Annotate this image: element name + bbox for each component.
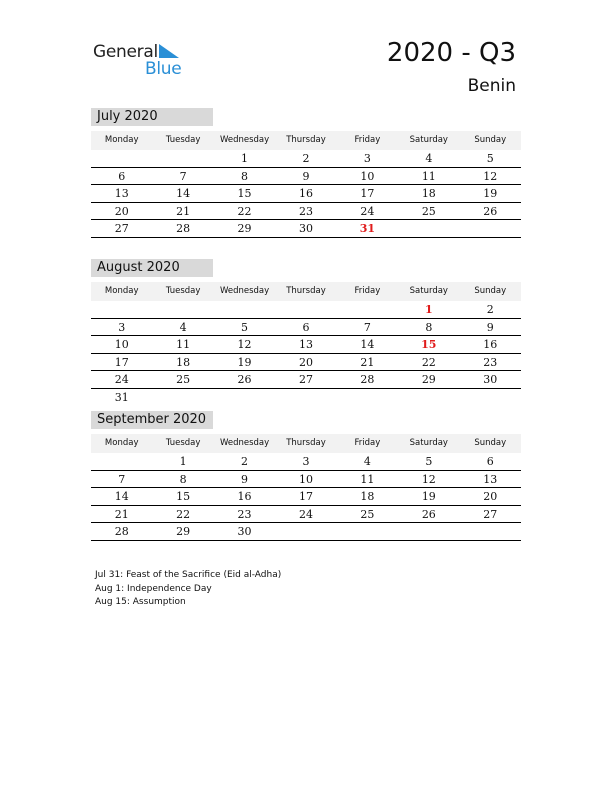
day-cell: 25	[421, 204, 436, 218]
empty-day-cell	[91, 301, 152, 318]
day-cell: 1	[179, 455, 187, 468]
day-cell: 21	[176, 204, 191, 218]
day-cell: 28	[114, 525, 129, 538]
day-cell: 11	[360, 472, 375, 486]
week-row	[91, 301, 521, 319]
weekday-header: Tuesday	[165, 135, 201, 145]
day-cell: 13	[483, 472, 498, 486]
holiday-note: Aug 15: Assumption	[95, 597, 186, 607]
week-row	[91, 168, 521, 186]
empty-day-cell	[337, 301, 398, 318]
day-cell: 29	[237, 222, 252, 235]
holiday-note: Aug 1: Independence Day	[95, 583, 212, 594]
empty-day-cell	[275, 389, 336, 406]
day-cell: 15	[421, 338, 437, 351]
day-cell: 30	[298, 222, 313, 235]
holiday-note: Jul 31: Feast of the Sacrifice (Eid al-Adha)	[95, 570, 282, 580]
week-row	[91, 371, 521, 389]
weekday-header: Monday	[104, 135, 139, 145]
day-cell: 25	[176, 373, 191, 386]
empty-day-cell	[214, 389, 275, 406]
weekday-header: Friday	[354, 438, 381, 448]
day-cell: 6	[118, 169, 126, 183]
day-cell: 23	[483, 355, 498, 369]
day-cell: 20	[298, 355, 313, 369]
weekday-header: Saturday	[409, 135, 448, 145]
day-cell: 9	[486, 320, 494, 334]
month-block-july	[91, 108, 521, 238]
day-cell: 4	[179, 320, 187, 334]
empty-day-cell	[275, 523, 336, 540]
day-cell: 10	[298, 472, 313, 486]
empty-day-cell	[152, 301, 213, 318]
weekday-header: Tuesday	[165, 286, 201, 296]
holiday-notes	[95, 569, 281, 610]
day-cell: 28	[176, 222, 191, 235]
day-cell: 19	[237, 355, 252, 369]
week-row	[91, 523, 521, 541]
week-row	[91, 203, 521, 221]
weekday-header: Wednesday	[219, 135, 270, 145]
weekday-header: Sunday	[474, 286, 507, 296]
day-cell: 7	[179, 169, 187, 183]
day-cell: 31	[359, 222, 376, 235]
day-cell: 6	[486, 455, 494, 468]
logo-blue-text: Blue	[145, 59, 182, 79]
day-cell: 16	[483, 338, 498, 351]
empty-day-cell	[460, 523, 521, 540]
day-cell: 17	[298, 490, 313, 503]
day-cell: 14	[360, 338, 375, 351]
day-cell: 31	[114, 390, 129, 404]
week-row	[91, 354, 521, 372]
weekday-header: Friday	[354, 135, 381, 145]
day-cell: 27	[114, 222, 129, 235]
day-cell: 25	[360, 507, 375, 521]
month-label: July 2020	[91, 108, 213, 126]
day-cell: 14	[114, 490, 129, 503]
day-cell: 19	[421, 490, 436, 503]
day-cell: 3	[302, 455, 310, 468]
weekday-header: Wednesday	[219, 438, 270, 448]
weekday-header: Thursday	[286, 135, 326, 145]
day-cell: 1	[241, 152, 249, 165]
day-cell: 18	[421, 187, 436, 200]
day-cell: 28	[360, 373, 375, 386]
day-cell: 14	[176, 187, 191, 200]
day-cell: 26	[483, 204, 498, 218]
day-cell: 8	[425, 320, 433, 334]
day-cell: 5	[486, 152, 494, 165]
week-row	[91, 453, 521, 471]
month-block-september	[91, 411, 521, 541]
day-cell: 24	[114, 373, 129, 386]
day-cell: 7	[118, 472, 126, 486]
day-cell: 5	[241, 320, 249, 334]
day-cell: 2	[302, 152, 310, 165]
day-cell: 26	[421, 507, 436, 521]
day-cell: 21	[114, 507, 129, 521]
logo-triangle-icon	[159, 44, 179, 58]
day-cell: 22	[237, 204, 252, 218]
week-row	[91, 488, 521, 506]
empty-day-cell	[152, 389, 213, 406]
empty-day-cell	[398, 220, 459, 237]
country-name: Benin	[467, 76, 516, 96]
logo	[93, 42, 193, 82]
empty-day-cell	[214, 301, 275, 318]
day-cell: 6	[302, 320, 310, 334]
empty-day-cell	[275, 301, 336, 318]
day-cell: 10	[114, 338, 129, 351]
weekday-header: Saturday	[409, 438, 448, 448]
month-label: September 2020	[91, 411, 213, 429]
day-cell: 9	[241, 472, 249, 486]
day-cell: 4	[363, 455, 371, 468]
weekday-header: Friday	[354, 286, 381, 296]
week-row	[91, 150, 521, 168]
day-cell: 29	[176, 525, 191, 538]
day-cell: 15	[237, 187, 252, 200]
day-cell: 23	[298, 204, 313, 218]
empty-day-cell	[398, 523, 459, 540]
weekday-header-row	[91, 131, 521, 150]
day-cell: 21	[360, 355, 375, 369]
day-cell: 27	[298, 373, 313, 386]
day-cell: 11	[421, 169, 436, 183]
day-cell: 10	[360, 169, 375, 183]
day-cell: 12	[483, 169, 498, 183]
day-cell: 3	[118, 320, 126, 334]
weekday-header: Sunday	[474, 438, 507, 448]
day-cell: 16	[298, 187, 313, 200]
week-row	[91, 220, 521, 238]
day-cell: 12	[421, 472, 436, 486]
weekday-header: Wednesday	[219, 286, 270, 296]
day-cell: 17	[114, 355, 129, 369]
day-cell: 2	[241, 455, 249, 468]
day-cell: 12	[237, 338, 252, 351]
week-row	[91, 319, 521, 337]
day-cell: 24	[360, 204, 375, 218]
day-cell: 11	[176, 338, 191, 351]
day-cell: 17	[360, 187, 375, 200]
day-cell: 8	[179, 472, 187, 486]
weekday-header: Saturday	[409, 286, 448, 296]
day-cell: 26	[237, 373, 252, 386]
day-cell: 20	[114, 204, 129, 218]
day-cell: 18	[176, 355, 191, 369]
day-cell: 22	[421, 355, 436, 369]
week-row	[91, 389, 521, 406]
day-cell: 29	[421, 373, 436, 386]
empty-day-cell	[460, 220, 521, 237]
day-cell: 2	[486, 303, 494, 316]
day-cell: 16	[237, 490, 252, 503]
day-cell: 13	[114, 187, 129, 200]
weekday-header: Monday	[104, 286, 139, 296]
empty-day-cell	[337, 389, 398, 406]
week-row	[91, 336, 521, 354]
day-cell: 20	[483, 490, 498, 503]
day-cell: 1	[424, 303, 433, 316]
day-cell: 8	[241, 169, 249, 183]
day-cell: 30	[483, 373, 498, 386]
weekday-header: Sunday	[474, 135, 507, 145]
day-cell: 18	[360, 490, 375, 503]
day-cell: 7	[363, 320, 371, 334]
week-row	[91, 506, 521, 524]
week-row	[91, 185, 521, 203]
empty-day-cell	[460, 389, 521, 406]
day-cell: 24	[298, 507, 313, 521]
day-cell: 19	[483, 187, 498, 200]
weekday-header-row	[91, 434, 521, 453]
weekday-header-row	[91, 282, 521, 301]
weekday-header: Monday	[104, 438, 139, 448]
empty-day-cell	[91, 453, 152, 470]
day-cell: 27	[483, 507, 498, 521]
weekday-header: Tuesday	[165, 438, 201, 448]
day-cell: 15	[176, 490, 191, 503]
empty-day-cell	[337, 523, 398, 540]
week-row	[91, 471, 521, 489]
logo-general-text: General	[93, 42, 158, 62]
page-title: 2020 - Q3	[386, 38, 516, 68]
month-block-august	[91, 259, 521, 405]
empty-day-cell	[152, 150, 213, 167]
day-cell: 9	[302, 169, 310, 183]
day-cell: 30	[237, 525, 252, 538]
day-cell: 5	[425, 455, 433, 468]
day-cell: 4	[425, 152, 433, 165]
empty-day-cell	[398, 389, 459, 406]
day-cell: 13	[298, 338, 313, 351]
day-cell: 23	[237, 507, 252, 521]
month-label: August 2020	[91, 259, 213, 277]
weekday-header: Thursday	[286, 286, 326, 296]
empty-day-cell	[91, 150, 152, 167]
weekday-header: Thursday	[286, 438, 326, 448]
day-cell: 22	[176, 507, 191, 521]
day-cell: 3	[363, 152, 371, 165]
